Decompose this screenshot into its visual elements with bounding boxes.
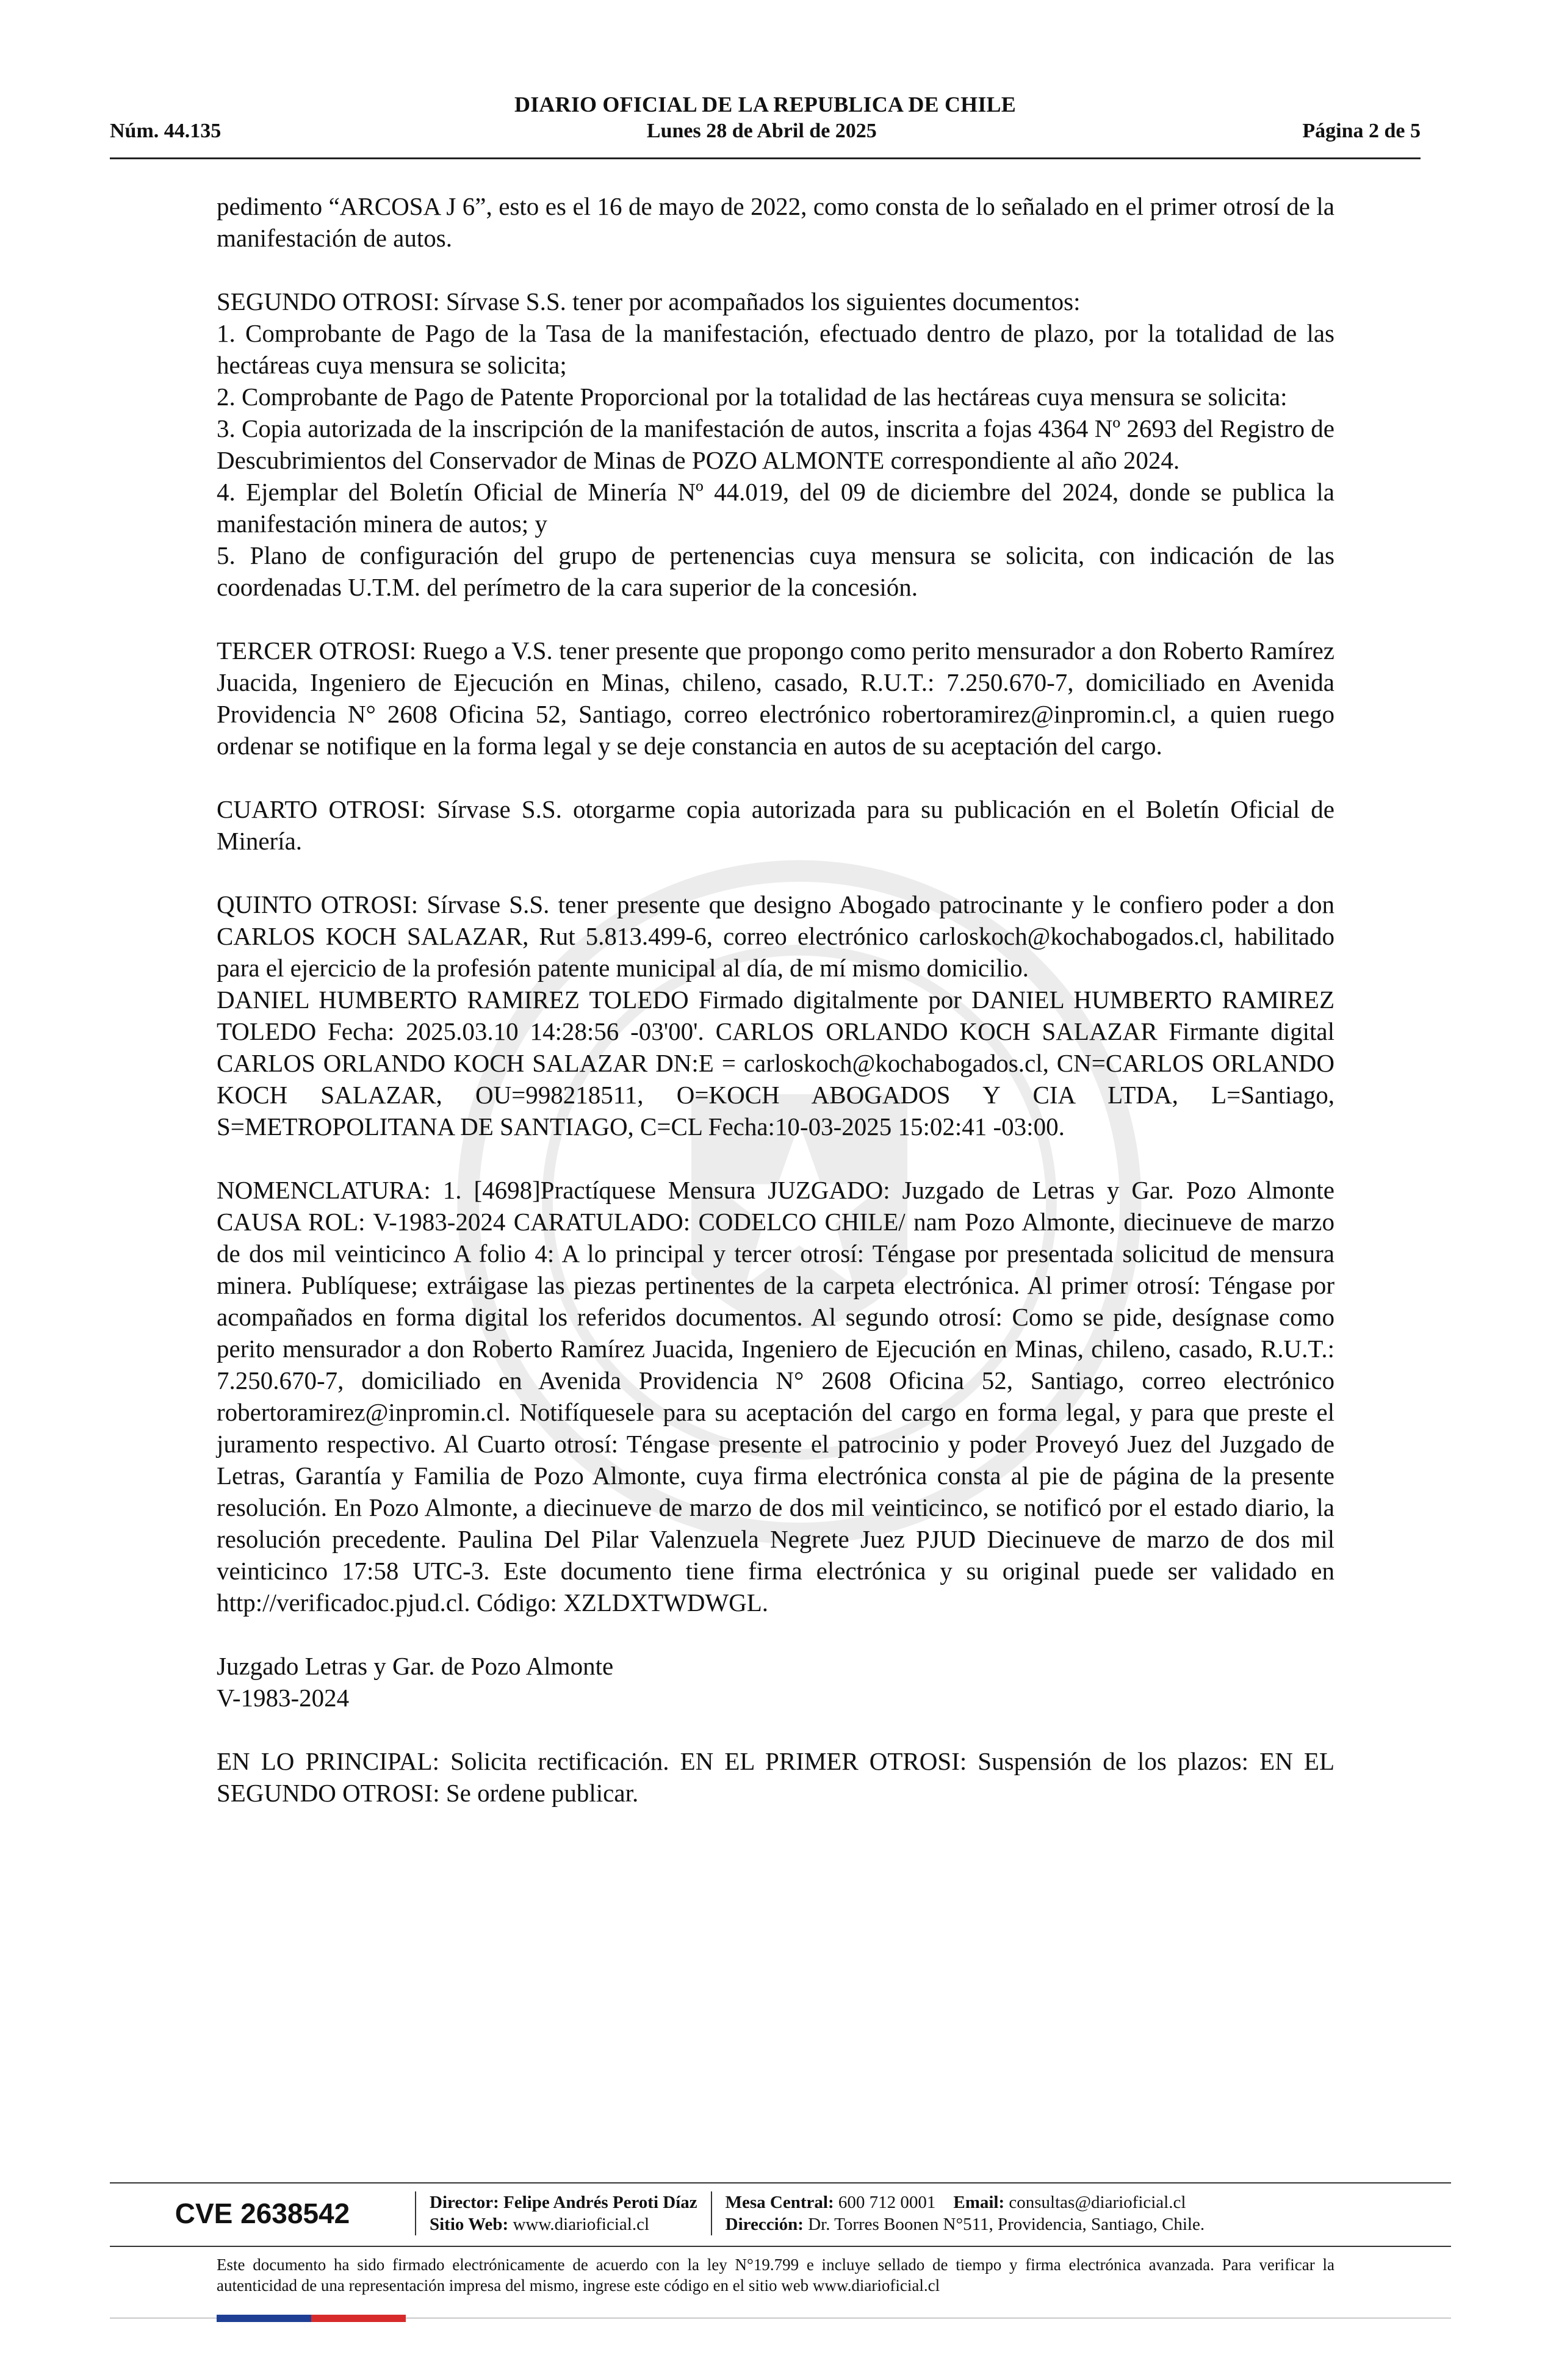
paragraph: CUARTO OTROSI: Sírvase S.S. otorgarme copia autorizada para su publicación en el Boletín Oficial de Minería. — [217, 795, 1334, 855]
address: Dr. Torres Boonen N°511, Providencia, Santiago, Chile. — [808, 2215, 1205, 2234]
paragraph: TERCER OTROSI: Ruego a V.S. tener presente que propongo como perito mensurador a don Roberto Ramírez Juacida, Ingeniero de Ejecución en Minas, chileno, casado, R.U.T.: 7.250.670-7, domiciliado en Avenida Providencia N° 2608 Oficina 52, Santiago, correo electrónico robertoramirez@inpromin.cl, a quien ruego ordenar se notifique en la forma legal y se deje constancia en autos de su aceptación del cargo. — [217, 636, 1334, 760]
footer-divider — [110, 2182, 1451, 2183]
signature-block: DANIEL HUMBERTO RAMIREZ TOLEDO Firmado digitalmente por DANIEL HUMBERTO RAMIREZ TOLEDO Fecha: 2025.03.10 14:28:56 -03'00'. CARLOS ORLANDO KOCH SALAZAR Firmante digital CARLOS ORLANDO KOCH SALAZAR DN:E = carloskoch@kochabogados.cl, CN=CARLOS ORLANDO KOCH SALAZAR, OU=998218511, O=KOCH ABOGADOS Y CIA LTDA, L=Santiago, S=METROPOLITANA DE SANTIAGO, C=CL Fecha:10-03-2025 15:02:41 -03:00. — [217, 986, 1334, 1141]
issue-number: Núm. 44.135 — [110, 120, 222, 142]
court-name: Juzgado Letras y Gar. de Pozo Almonte — [217, 1652, 614, 1680]
website: www.diarioficial.cl — [513, 2215, 650, 2234]
footer-contact-col: Mesa Central: 600 712 0001 Email: consultas@diarioficial.cl Dirección: Dr. Torres Boonen N°511, Providencia, Santiago, Chile. — [725, 2193, 1205, 2234]
footer-info — [110, 2190, 1451, 2237]
list-item: 5. Plano de configuración del grupo de pertenencias cuya mensura se solicita, con indicación de las coordenadas U.T.M. del perímetro de la cara superior de la concesión. — [217, 541, 1334, 601]
case-number: V-1983-2024 — [217, 1684, 350, 1712]
list-item: 1. Comprobante de Pago de la Tasa de la manifestación, efectuado dentro de plazo, por la totalidad de las hectáreas cuya mensura se solicita; — [217, 319, 1334, 379]
paragraph: pedimento “ARCOSA J 6”, esto es el 16 de mayo de 2022, como consta de lo señalado en el primer otrosí de la manifestación de autos. — [217, 192, 1334, 252]
phone: 600 712 0001 — [838, 2193, 936, 2212]
email: consultas@diarioficial.cl — [1009, 2193, 1186, 2212]
publication-title: DIARIO OFICIAL DE LA REPUBLICA DE CHILE — [514, 92, 1016, 117]
list-item: 2. Comprobante de Pago de Patente Proporcional por la totalidad de las hectáreas cuya mensura se solicita: — [217, 383, 1288, 411]
paragraph: QUINTO OTROSI: Sírvase S.S. tener presente que designo Abogado patrocinante y le confiero poder a don CARLOS KOCH SALAZAR, Rut 5.813.499-6, correo electrónico carloskoch@kochabogados.cl, habilitado para el ejercicio de la profesión patente municipal al día, de mí mismo domicilio. — [217, 890, 1334, 982]
flag-stripe — [217, 2315, 406, 2322]
flag-red — [311, 2315, 406, 2322]
paragraph: SEGUNDO OTROSI: Sírvase S.S. tener por acompañados los siguientes documentos: — [217, 287, 1081, 316]
footer-director-col: Director: Felipe Andrés Peroti Díaz Sitio Web: www.diarioficial.cl — [430, 2193, 697, 2234]
issue-date: Lunes 28 de Abril de 2025 — [646, 120, 877, 142]
paragraph: EN LO PRINCIPAL: Solicita rectificación. EN EL PRIMER OTROSI: Suspensión de los plazos: EN EL SEGUNDO OTROSI: Se ordene publicar. — [217, 1747, 1334, 1807]
page-indicator: Página 2 de 5 — [1302, 120, 1421, 142]
cve-code: CVE 2638542 — [175, 2198, 350, 2229]
list-item: 3. Copia autorizada de la inscripción de la manifestación de autos, inscrita a fojas 4364 Nº 2693 del Registro de Descubrimientos del Conservador de Minas de POZO ALMONTE correspondiente al año 2024. — [217, 414, 1334, 474]
director-name: Felipe Andrés Peroti Díaz — [503, 2193, 697, 2212]
document-body — [217, 190, 1334, 1809]
flag-blue — [217, 2315, 311, 2322]
page-header — [110, 92, 1421, 143]
header-divider — [110, 157, 1421, 159]
footer-divider — [110, 2246, 1451, 2247]
list-item: 4. Ejemplar del Boletín Oficial de Minería Nº 44.019, del 09 de diciembre del 2024, donde se publica la manifestación minera de autos; y — [217, 478, 1334, 538]
footer-note: Este documento ha sido firmado electrónicamente de acuerdo con la ley N°19.799 e incluye sellado de tiempo y firma electrónica avanzada. Para verificar la autenticidad de una representación impresa del mismo, ingrese este código en el sitio web www.diarioficial.cl — [217, 2256, 1334, 2295]
paragraph: NOMENCLATURA: 1. [4698]Practíquese Mensura JUZGADO: Juzgado de Letras y Gar. Pozo Almonte CAUSA ROL: V-1983-2024 CARATULADO: CODELCO CHILE/ nam Pozo Almonte, diecinueve de marzo de dos mil veinticinco A folio 4: A lo principal y tercer otrosí: Téngase por presentada solicitud de mensura minera. Publíquese; extráigase las piezas pertinentes de la carpeta electrónica. Al primer otrosí: Téngase por acompañados en forma digital los referidos documentos. Al segundo otrosí: Como se pide, desígnase como perito mensurador a don Roberto Ramírez Juacida, Ingeniero de Ejecución en Minas, chileno, casado, R.U.T.: 7.250.670-7, domiciliado en Avenida Providencia N° 2608 Oficina 52, Santiago, correo electrónico robertoramirez@inpromin.cl. Notifíquesele para su aceptación del cargo en forma legal, y para que preste el juramento respectivo. Al Cuarto otrosí: Téngase presente el patrocinio y poder Proveyó Juez del Juzgado de Letras, Garantía y Familia de Pozo Almonte, cuya firma electrónica consta al pie de página de la presente resolución. En Pozo Almonte, a diecinueve de marzo de dos mil veinticinco, se notificó por el estado diario, la resolución precedente. Paulina Del Pilar Valenzuela Negrete Juez PJUD Diecinueve de marzo de dos mil veinticinco 17:58 UTC-3. Este documento tiene firma electrónica y su original puede ser validado en http://verificadoc.pjud.cl. Código: XZLDXTWDWGL. — [217, 1176, 1334, 1617]
